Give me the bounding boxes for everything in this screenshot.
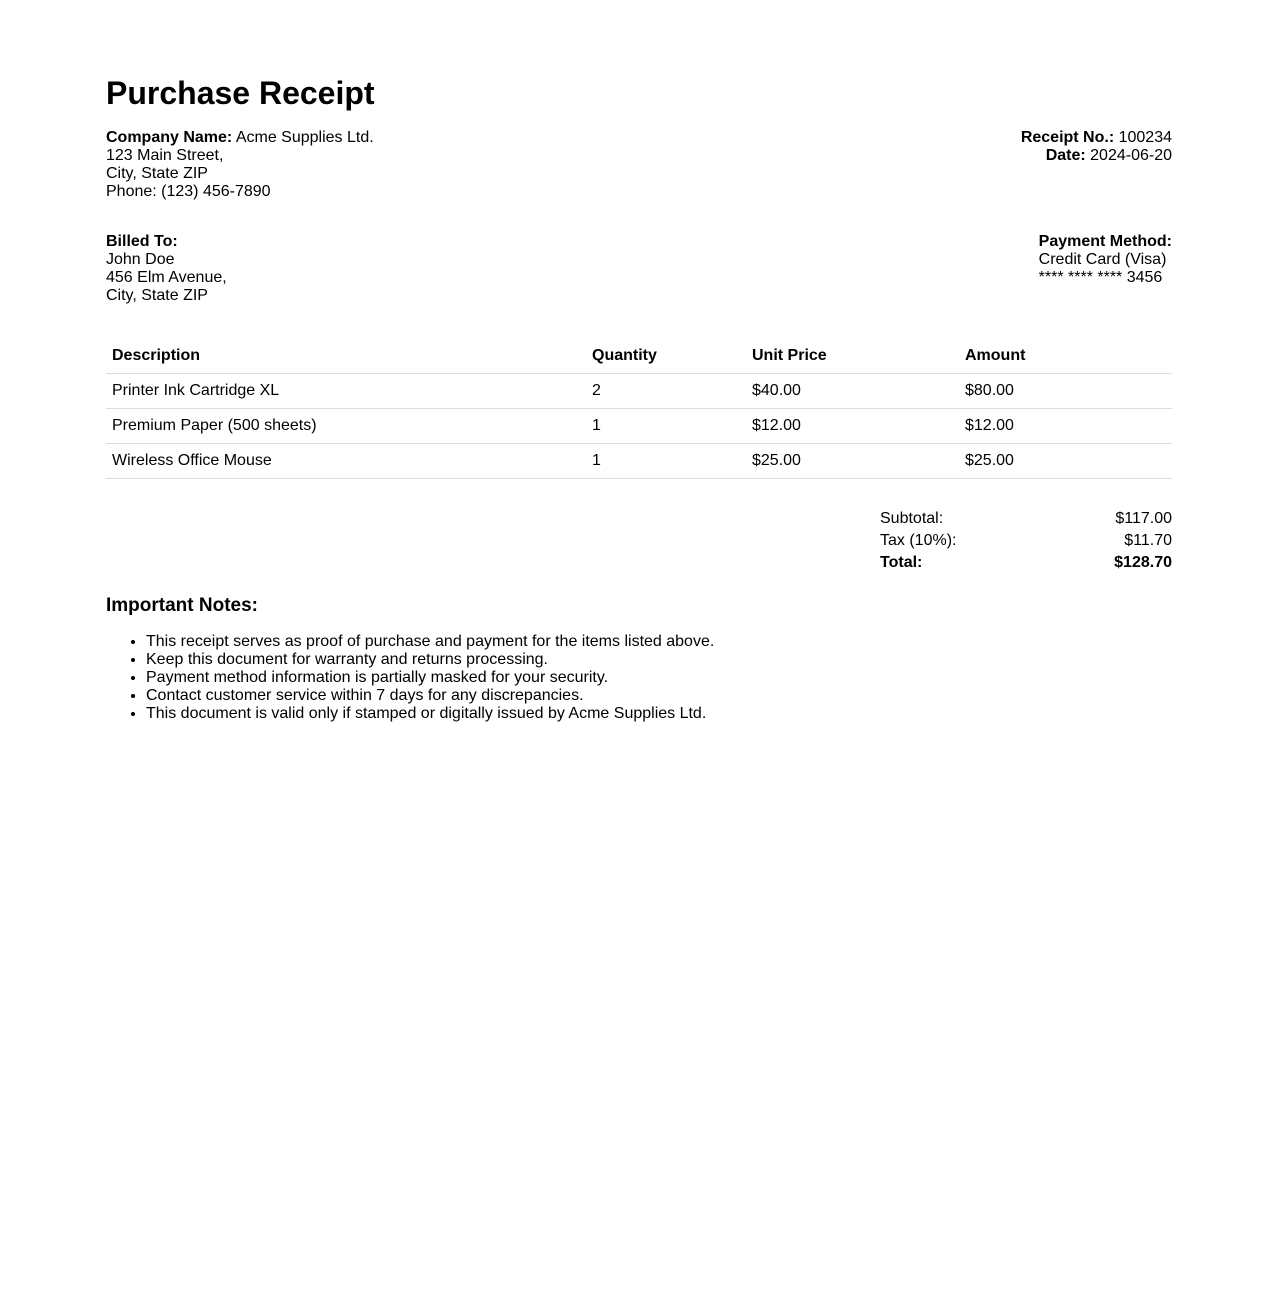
header-info [106, 129, 1172, 201]
company-name-line [106, 129, 374, 147]
list-item: • Contact customer service within 7 days for any discrepancies. [146, 687, 1172, 705]
receipt-page [106, 0, 1172, 723]
table-row [106, 409, 1172, 444]
tax-label: Tax (10%): [880, 532, 957, 549]
header-description: Description [106, 338, 586, 374]
list-item: • Payment method information is partially masked for your security. [146, 669, 1172, 687]
receipt-date: 2024-06-20 [1090, 147, 1172, 164]
company-phone: Phone: (123) 456-7890 [106, 183, 271, 200]
cell-description: Premium Paper (500 sheets) [106, 409, 586, 444]
items-table [106, 338, 1172, 479]
cell-quantity: 2 [586, 374, 746, 409]
header-quantity: Quantity [586, 338, 746, 374]
notes-heading: Important Notes: [106, 595, 258, 616]
receipt-number-label: Receipt No.: [1020, 129, 1115, 146]
list-item: • This document is valid only if stamped or digitally issued by Acme Supplies Ltd. [146, 705, 1172, 723]
cell-quantity: 1 [586, 409, 746, 444]
notes-list [106, 633, 1172, 723]
receipt-info [1021, 129, 1172, 201]
receipt-number-line [1021, 129, 1172, 147]
table-row [106, 374, 1172, 409]
payment-card-number: **** **** **** 3456 [1038, 269, 1163, 286]
subtotal-value: $117.00 [1115, 510, 1172, 527]
payment-method-value: Credit Card (Visa) [1038, 251, 1167, 268]
header-unit-price: Unit Price [746, 338, 959, 374]
totals-summary [880, 510, 1172, 576]
receipt-date-label: Date: [1045, 147, 1086, 164]
list-item: • Keep this document for warranty and returns processing. [146, 651, 1172, 669]
cell-description: Wireless Office Mouse [106, 444, 586, 479]
header-amount: Amount [959, 338, 1172, 374]
cell-amount: $25.00 [959, 444, 1172, 479]
billed-to-address-line2: City, State ZIP [106, 287, 208, 304]
receipt-date-line [1021, 147, 1172, 165]
cell-quantity: 1 [586, 444, 746, 479]
total-label: Total: [880, 554, 923, 571]
cell-unit-price: $12.00 [746, 409, 959, 444]
billed-to-label: Billed To: [106, 233, 178, 250]
cell-amount: $12.00 [959, 409, 1172, 444]
page-title: Purchase Receipt [106, 75, 375, 111]
company-name: Acme Supplies Ltd. [235, 129, 374, 146]
cell-amount: $80.00 [959, 374, 1172, 409]
total-row [880, 554, 1172, 576]
subtotal-label: Subtotal: [880, 510, 944, 527]
company-info [106, 129, 374, 201]
cell-unit-price: $25.00 [746, 444, 959, 479]
cell-unit-price: $40.00 [746, 374, 959, 409]
company-name-label: Company Name: [106, 129, 233, 146]
table-header-row [106, 338, 1172, 374]
billed-to-address-line1: 456 Elm Avenue, [106, 269, 227, 286]
subtotal-row [880, 510, 1172, 532]
cell-description: Printer Ink Cartridge XL [106, 374, 586, 409]
tax-row [880, 532, 1172, 554]
tax-value: $11.70 [1124, 532, 1172, 549]
payment-method [1039, 233, 1172, 305]
company-address-line1: 123 Main Street, [106, 147, 224, 164]
table-row [106, 444, 1172, 479]
payment-method-label: Payment Method: [1038, 233, 1172, 250]
billing-info [106, 233, 1172, 305]
list-item: • This receipt serves as proof of purchase and payment for the items listed above. [146, 633, 1172, 651]
receipt-number: 100234 [1118, 129, 1172, 146]
billed-to [106, 233, 227, 305]
total-value: $128.70 [1114, 554, 1172, 571]
billed-to-name: John Doe [106, 251, 175, 268]
company-address-line2: City, State ZIP [106, 165, 208, 182]
